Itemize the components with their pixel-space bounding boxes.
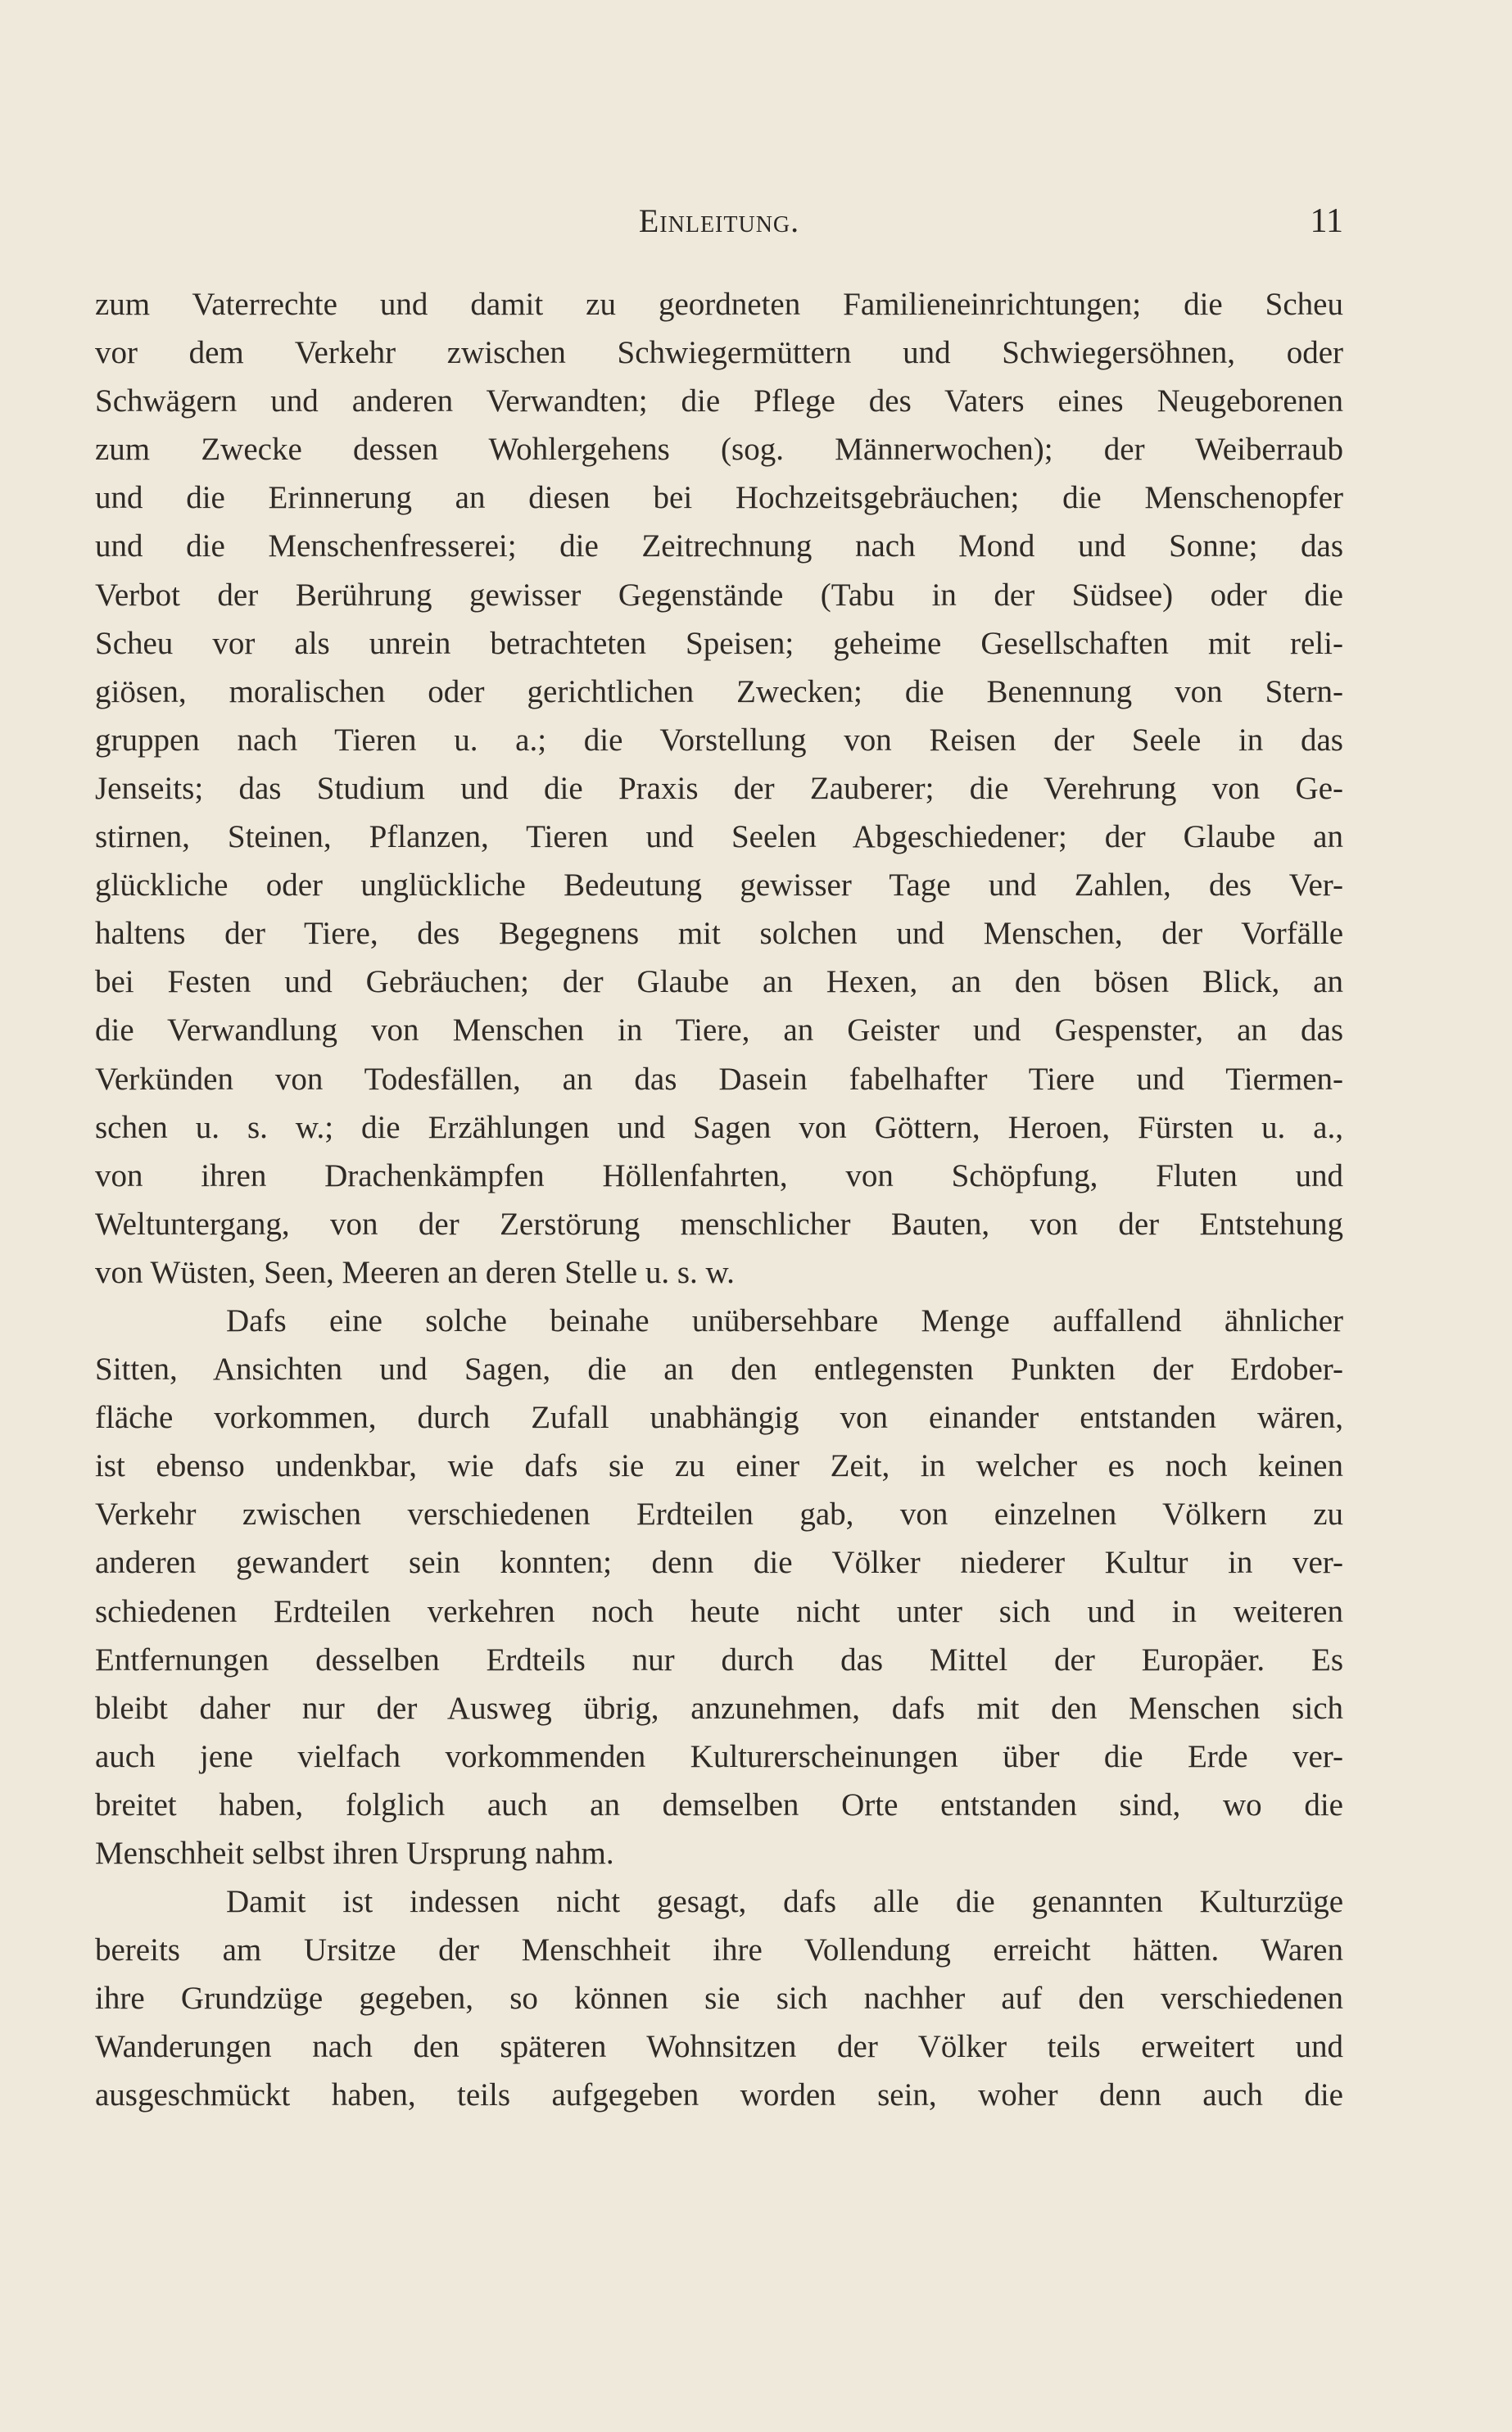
text-line: vor dem Verkehr zwischen Schwiegermüttern und Schwiegersöhnen, oder: [95, 335, 1343, 371]
text-line: Weltuntergang, von der Zerstörung menschlicher Bauten, von der Entstehung: [95, 1206, 1343, 1242]
text-line: Sitten, Ansichten und Sagen, die an den entlegensten Punkten der Erdober-: [95, 1352, 1343, 1388]
text-line: fläche vorkommen, durch Zufall unabhängig von einander entstanden wären,: [95, 1400, 1343, 1436]
running-head-title: Einleitung.: [638, 202, 800, 239]
text-line: ist ebenso undenkbar, wie dafs sie zu einer Zeit, in welcher es noch keinen: [95, 1448, 1343, 1484]
text-line: Jenseits; das Studium und die Praxis der Zauberer; die Verehrung von Ge-: [95, 770, 1343, 806]
text-line: haltens der Tiere, des Begegnens mit solchen und Menschen, der Vorfälle: [95, 916, 1343, 952]
paragraph: [95, 1877, 1343, 2119]
text-line: ausgeschmückt haben, teils aufgegeben worden sein, woher denn auch die: [95, 2077, 1343, 2113]
text-line: schen u. s. w.; die Erzählungen und Sagen von Göttern, Heroen, Fürsten u. a.,: [95, 1109, 1343, 1145]
text-line: von ihren Drachenkämpfen Höllenfahrten, von Schöpfung, Fluten und: [95, 1157, 1343, 1193]
text-line: Scheu vor als unrein betrachteten Speisen; geheime Gesellschaften mit reli-: [95, 625, 1343, 661]
text-line: und die Erinnerung an diesen bei Hochzeitsgebräuchen; die Menschenopfer: [95, 480, 1343, 516]
page-number: 11: [1310, 202, 1343, 240]
text-line: schiedenen Erdteilen verkehren noch heute nicht unter sich und in weiteren: [95, 1593, 1343, 1629]
text-line: stirnen, Steinen, Pflanzen, Tieren und Seelen Abgeschiedener; der Glaube an: [95, 819, 1343, 855]
text-line: Verkehr zwischen verschiedenen Erdteilen gab, von einzelnen Völkern zu: [95, 1497, 1343, 1533]
text-line: bei Festen und Gebräuchen; der Glaube an Hexen, an den bösen Blick, an: [95, 964, 1343, 1000]
text-line: Verkünden von Todesfällen, an das Dasein fabelhafter Tiere und Tiermen-: [95, 1061, 1343, 1097]
text-line: die Verwandlung von Menschen in Tiere, an Geister und Gespenster, an das: [95, 1012, 1343, 1048]
text-line: Menschheit selbst ihren Ursprung nahm.: [95, 1836, 614, 1871]
text-line: Schwägern und anderen Verwandten; die Pflege des Vaters eines Neugeborenen: [95, 383, 1343, 419]
text-line: auch jene vielfach vorkommenden Kulturerscheinungen über die Erde ver-: [95, 1738, 1343, 1774]
text-line: Verbot der Berührung gewisser Gegenstände (Tabu in der Südsee) oder die: [95, 577, 1343, 613]
running-head: [95, 202, 1343, 251]
text-line: zum Zwecke dessen Wohlergehens (sog. Männerwochen); der Weiberraub: [95, 432, 1343, 468]
text-line: breitet haben, folglich auch an demselben Orte entstanden sind, wo die: [95, 1787, 1343, 1823]
text-line: Damit ist indessen nicht gesagt, dafs alle die genannten Kulturzüge: [226, 1884, 1343, 1920]
text-line: zum Vaterrechte und damit zu geordneten Familieneinrichtungen; die Scheu: [95, 287, 1343, 322]
text-line: Entfernungen desselben Erdteils nur durch das Mittel der Europäer. Es: [95, 1642, 1343, 1678]
body-text: [95, 280, 1343, 2120]
text-line: und die Menschenfresserei; die Zeitrechnung nach Mond und Sonne; das: [95, 528, 1343, 564]
text-line: bereits am Ursitze der Menschheit ihre Vollendung erreicht hätten. Waren: [95, 1932, 1343, 1968]
text-line: von Wüsten, Seen, Meeren an deren Stelle u. s. w.: [95, 1254, 735, 1290]
text-line: anderen gewandert sein konnten; denn die Völker niederer Kultur in ver-: [95, 1545, 1343, 1581]
text-line: ihre Grundzüge gegeben, so können sie sich nachher auf den verschiedenen: [95, 1981, 1343, 2017]
paragraph: [95, 1297, 1343, 1877]
text-line: Dafs eine solche beinahe unübersehbare Menge auffallend ähnlicher: [226, 1302, 1343, 1338]
paragraph: [95, 280, 1343, 1297]
text-line: glückliche oder unglückliche Bedeutung gewisser Tage und Zahlen, des Ver-: [95, 867, 1343, 904]
text-line: Wanderungen nach den späteren Wohnsitzen der Völker teils erweitert und: [95, 2029, 1343, 2065]
text-line: giösen, moralischen oder gerichtlichen Zwecken; die Benennung von Stern-: [95, 673, 1343, 709]
text-line: gruppen nach Tieren u. a.; die Vorstellung von Reisen der Seele in das: [95, 722, 1343, 758]
text-line: bleibt daher nur der Ausweg übrig, anzunehmen, dafs mit den Menschen sich: [95, 1690, 1343, 1726]
